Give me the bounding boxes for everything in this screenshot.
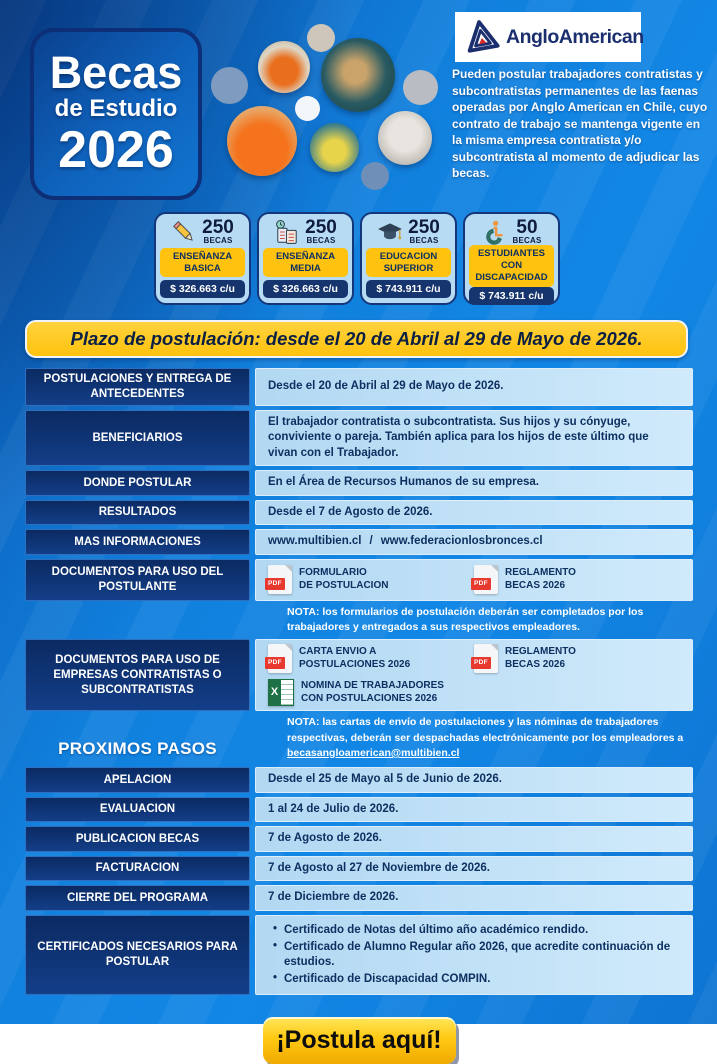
document-label (505, 567, 576, 592)
row-value (255, 529, 693, 555)
link-federacion[interactable]: www.federacionlosbronces.cl (380, 535, 543, 548)
certificados-list (268, 920, 680, 990)
postula-aqui-button[interactable]: ¡Postula aquí! (263, 1017, 456, 1064)
table-row (25, 856, 693, 882)
document-label (505, 646, 576, 671)
row-label: BENEFICIARIOS (25, 410, 250, 467)
table-row (25, 470, 693, 496)
card-count: 50 (516, 217, 538, 238)
decorative-circle (307, 24, 335, 52)
intro-paragraph: Pueden postular trabajadores contratistas y subcontratistas permanentes de las faenas operadas por Anglo American en Chile, cuyo contrato de trabajo se mantenga vigente en la misma empresa contratista y/o subcontratista al momento de adjudicar las becas. (452, 67, 708, 181)
photo-worker-orange (227, 106, 297, 176)
row-label: RESULTADOS (25, 500, 250, 526)
decorative-circle (361, 162, 389, 190)
photo-worker-desk (258, 41, 310, 93)
row-label: EVALUACION (25, 797, 250, 823)
card-ensenanza-basica (154, 212, 251, 305)
card-category-line2: MEDIA (290, 262, 321, 274)
note-empresas-text: NOTA: las cartas de envío de postulaciones y las nóminas de trabajadores respectivas, deberán ser despachadas electrónicamente por los empleadores a (287, 716, 684, 744)
document-nomina-trabajadores[interactable] (268, 679, 474, 706)
row-label: DONDE POSTULAR (25, 470, 250, 496)
document-label-line1: REGLAMENTO (505, 646, 576, 658)
card-count: 250 (305, 217, 337, 238)
card-count-unit: BECAS (512, 236, 542, 245)
document-label-line2: CON POSTULACIONES 2026 (301, 692, 438, 704)
row-value: 7 de Agosto de 2026. (255, 826, 693, 852)
document-label-line2: DE POSTULACION (299, 579, 389, 591)
row-label: CERTIFICADOS NECESARIOS PARA POSTULAR (25, 915, 250, 995)
photo-miner-helmet (321, 38, 395, 112)
link-separator: / (369, 535, 373, 548)
list-item: • Certificado de Discapacidad COMPIN. (284, 972, 680, 988)
pdf-icon (474, 644, 498, 673)
table-row (25, 915, 693, 995)
card-amount: $ 326.663 c/u (263, 280, 348, 298)
section-heading-proximos-pasos: PROXIMOS PASOS (58, 739, 217, 759)
anglo-american-logo (455, 12, 644, 62)
document-reglamento-becas[interactable] (474, 644, 680, 673)
card-category-line1: ESTUDIANTES CON (477, 248, 546, 271)
books-icon (274, 219, 300, 245)
document-label (299, 567, 388, 592)
document-formulario-postulacion[interactable] (268, 565, 474, 594)
document-label-line2: POSTULACIONES 2026 (299, 658, 411, 670)
row-value: 7 de Agosto al 27 de Noviembre de 2026. (255, 856, 693, 882)
row-value (255, 915, 693, 995)
card-category (160, 248, 245, 278)
decorative-circle (403, 70, 438, 105)
card-estudiantes-discapacidad (463, 212, 560, 305)
deadline-banner: Plazo de postulación: desde el 20 de Abril al 29 de Mayo de 2026. (25, 320, 688, 358)
row-label: DOCUMENTOS PARA USO DE EMPRESAS CONTRATISTAS O SUBCONTRATISTAS (25, 639, 250, 711)
note-and-heading-row (25, 715, 693, 763)
document-label-line2: BECAS 2026 (505, 658, 566, 670)
card-count-unit: BECAS (203, 236, 233, 245)
row-label: FACTURACION (25, 856, 250, 882)
table-row (25, 797, 693, 823)
row-label: POSTULACIONES Y ENTREGA DE ANTECEDENTES (25, 368, 250, 406)
table-row (25, 826, 693, 852)
card-category (366, 248, 451, 278)
graduation-cap-icon (377, 219, 403, 245)
card-category-line1: EDUCACION (379, 250, 438, 262)
card-count: 250 (408, 217, 440, 238)
table-row (25, 500, 693, 526)
card-category-line2: BASICA (184, 262, 221, 274)
row-label: CIERRE DEL PROGRAMA (25, 885, 250, 911)
row-label: DOCUMENTOS PARA USO DEL POSTULANTE (25, 559, 250, 601)
list-item: • Certificado de Notas del último año académico rendido. (284, 923, 680, 939)
card-amount: $ 743.911 c/u (469, 287, 554, 305)
title-box (30, 28, 202, 200)
table-row (25, 529, 693, 555)
document-label-line2: BECAS 2026 (505, 579, 566, 591)
note-postulante: NOTA: los formularios de postulación deberán ser completados por los trabajadores y entregados a sus respectivos empleadores. (287, 605, 644, 634)
card-amount: $ 326.663 c/u (160, 280, 245, 298)
card-category-line2: DISCAPACIDAD (475, 271, 548, 283)
document-label-line1: REGLAMENTO (505, 567, 576, 579)
decorative-circle (211, 67, 248, 104)
link-multibien[interactable]: www.multibien.cl (268, 535, 362, 548)
photo-worker-apron (378, 111, 432, 165)
row-value: 7 de Diciembre de 2026. (255, 885, 693, 911)
table-row (25, 885, 693, 911)
row-label: APELACION (25, 767, 250, 793)
email-link[interactable]: becasangloamerican@multibien.cl (287, 746, 460, 759)
row-value (255, 639, 693, 711)
pdf-icon (268, 644, 292, 673)
table-row (25, 410, 693, 467)
card-count-unit: BECAS (306, 236, 336, 245)
pdf-icon (268, 565, 292, 594)
document-label (301, 680, 444, 705)
pdf-badge-label: PDF (471, 657, 491, 670)
decorative-circle (295, 96, 320, 121)
wheelchair-icon (481, 219, 507, 245)
list-item: • Certificado de Alumno Regular año 2026, que acredite continuación de estudios. (284, 940, 680, 971)
table-row (25, 767, 693, 793)
document-label-line1: FORMULARIO (299, 567, 367, 579)
card-category (469, 245, 554, 287)
excel-badge-label: X (268, 679, 281, 706)
title-year: 2026 (58, 121, 174, 179)
document-label-line1: CARTA ENVIO A (299, 646, 377, 658)
card-category-line1: ENSEÑANZA (172, 250, 233, 262)
pdf-badge-label: PDF (471, 578, 491, 591)
document-label-line1: NOMINA DE TRABAJADORES (301, 680, 444, 692)
info-table (25, 368, 693, 1064)
table-row (25, 639, 693, 711)
card-category-line1: ENSEÑANZA (275, 250, 336, 262)
excel-icon (268, 679, 294, 706)
cta-container (25, 1017, 693, 1064)
photo-workers-hivis (310, 123, 359, 172)
card-category (263, 248, 348, 278)
row-label: PUBLICACION BECAS (25, 826, 250, 852)
pencil-icon (171, 219, 197, 245)
row-value: El trabajador contratista o subcontratista. Sus hijos y su cónyuge, conviviente o pareja. También aplica para los hijos de este último que vivan con el Trabajador. (255, 410, 693, 467)
brand-name: AngloAmerican (506, 25, 644, 48)
card-educacion-superior (360, 212, 457, 305)
row-value: Desde el 7 de Agosto de 2026. (255, 500, 693, 526)
document-carta-envio[interactable] (268, 644, 474, 673)
row-value: 1 al 24 de Julio de 2026. (255, 797, 693, 823)
note-empresas (255, 715, 693, 763)
document-reglamento-becas[interactable] (474, 565, 680, 594)
row-value: En el Área de Recursos Humanos de su empresa. (255, 470, 693, 496)
row-label: MAS INFORMACIONES (25, 529, 250, 555)
scholarship-cards (154, 212, 560, 305)
card-category-line2: SUPERIOR (383, 262, 434, 274)
card-count-unit: BECAS (409, 236, 439, 245)
table-row (25, 559, 693, 601)
document-label (299, 646, 410, 671)
pdf-badge-label: PDF (265, 578, 285, 591)
pdf-icon (474, 565, 498, 594)
row-value (255, 559, 693, 601)
excel-grid (281, 679, 294, 706)
anglo-american-triangle-icon (463, 16, 501, 58)
card-amount: $ 743.911 c/u (366, 280, 451, 298)
row-value: Desde el 25 de Mayo al 5 de Junio de 2026. (255, 767, 693, 793)
row-value: Desde el 20 de Abril al 29 de Mayo de 2026. (255, 368, 693, 406)
table-row (25, 368, 693, 406)
card-ensenanza-media (257, 212, 354, 305)
card-count: 250 (202, 217, 234, 238)
pdf-badge-label: PDF (265, 657, 285, 670)
title-line-1: Becas (49, 47, 183, 99)
title-line-2: de Estudio (54, 95, 178, 123)
